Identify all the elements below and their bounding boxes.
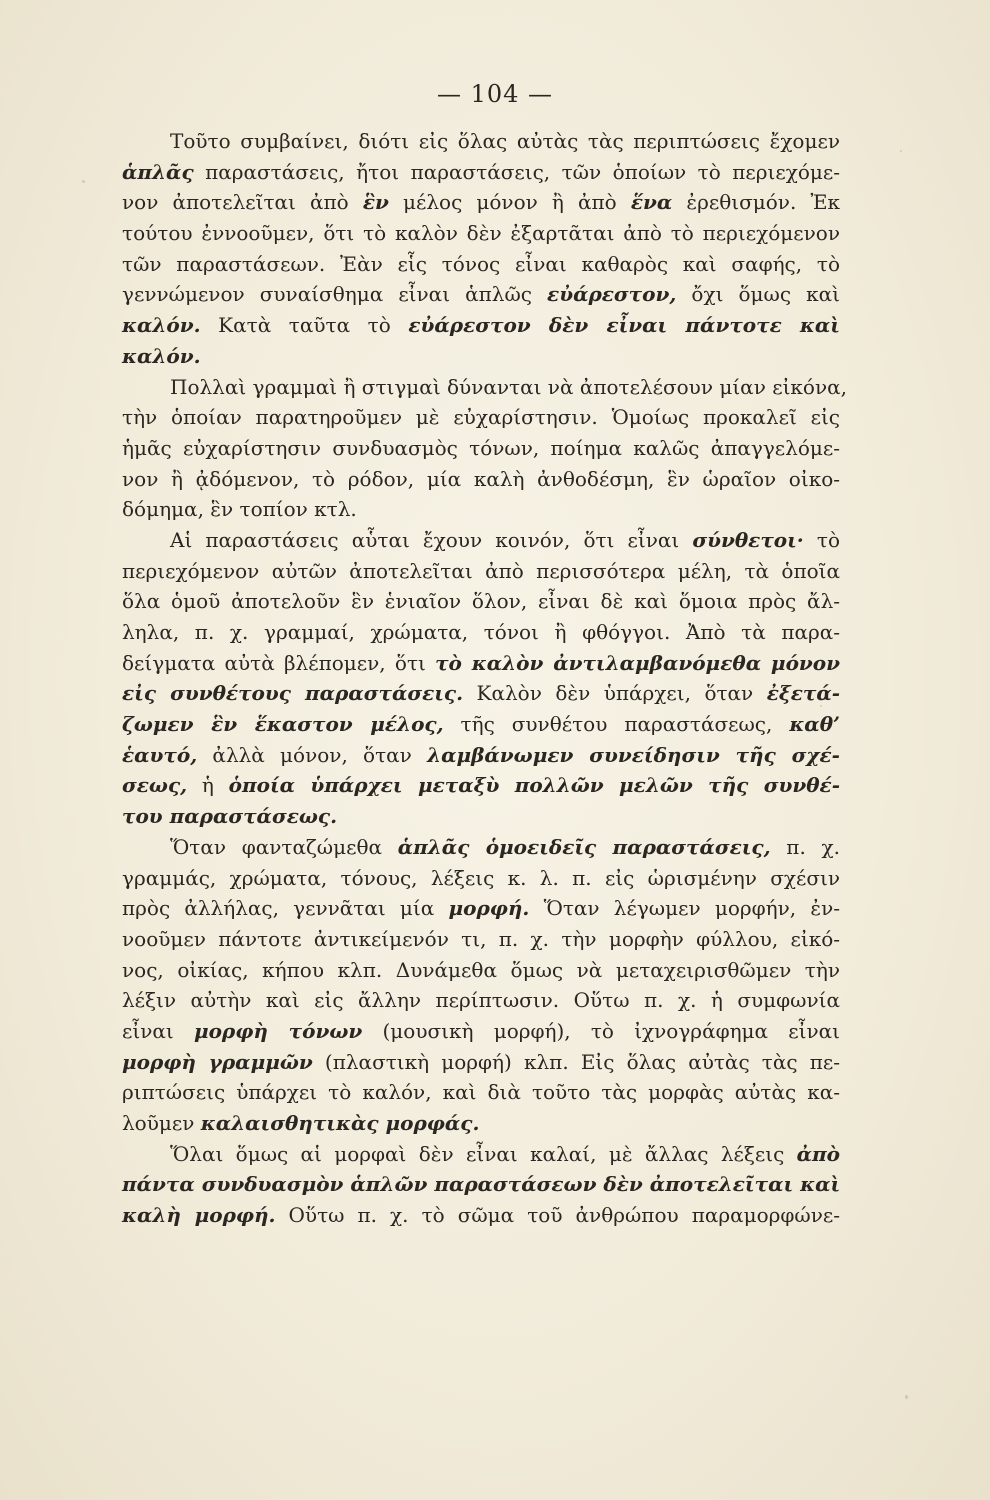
emphasis-text: λαμβάνωμεν συνείδησιν τῆς σχέ- [427,742,840,767]
text-span: Ὅταν λέγωμεν μορφήν, ἐν- [529,896,840,921]
text-span: π. χ. [770,834,841,859]
text-span: μέλος μόνον ἢ ἀπὸ [388,190,631,215]
text-line [122,740,840,771]
text-line [122,218,840,249]
text-line [122,801,840,832]
emphasis-text: ἕνα [630,190,673,215]
emphasis-text: τὸ καλὸν ἀντιλαμβανόμεθα μόνον [435,650,841,675]
text-span: ἡμᾶς εὐχαρίστησιν συνδυασμὸς τόνων, ποίημα καλῶς ἀπαγγελόμε- [122,435,840,460]
emphasis-text: ἁπλᾶς ὁμοειδεῖς παραστάσεις, [397,834,771,859]
text-span: δόμημα, ἓν τοπίον κτλ. [122,497,357,522]
text-span: (μουσικὴ μορφή), τὸ ἰχνογράφημα εἶναι [362,1018,840,1043]
text-line [122,433,840,464]
emphasis-text: μορφὴ γραμμῶν [122,1049,313,1074]
text-span: περιεχόμενον αὐτῶν ἀποτελεῖται ἀπὸ περισσότερα μέλη, τὰ ὁποῖα [122,558,840,583]
emphasis-text: ἑαυτό, [122,742,198,767]
text-line [122,924,840,955]
emphasis-text: καλόν. [122,313,201,338]
text-line [122,709,840,740]
text-line [122,1169,840,1200]
text-span: ληλα, π. χ. γραμμαί, χρώματα, τόνοι ἢ φθόγγοι. Ἀπὸ τὰ παρα- [122,620,840,644]
text-span: ριπτώσεις ὑπάρχει τὸ καλόν, καὶ διὰ τοῦτο τὰς μορφὰς αὐτὰς κα- [122,1080,840,1105]
paper-speck [820,705,822,707]
text-line [122,1139,840,1170]
paper-speck [82,180,85,183]
emphasis-text: καθ’ [789,712,840,737]
text-line [122,985,840,1016]
text-line [122,955,840,986]
emphasis-text: ἁπλᾶς [122,159,194,184]
text-line [122,1016,840,1047]
text-line [122,586,840,617]
text-line [122,678,840,709]
emphasis-text: σεως, [122,773,188,798]
text-span: Ὅλαι ὅμως αἱ μορφαὶ δὲν εἶναι καλαί, μὲ ἄλλας λέξεις [170,1141,797,1166]
text-line [122,1047,840,1078]
text-line [122,893,840,924]
emphasis-text: σύνθετοι· [692,527,804,552]
emphasis-text: μορφή. [448,896,530,921]
emphasis-text: πάντα συνδυασμὸν ἁπλῶν παραστάσεων δὲν ἀποτελεῖται καὶ [122,1172,841,1197]
text-line [122,770,840,801]
emphasis-text: καλὴ μορφή. [122,1203,276,1228]
emphasis-text: καλαισθητικὰς μορφάς. [200,1111,480,1135]
text-line [122,525,840,556]
text-line [122,249,840,280]
text-span: γραμμάς, χρώματα, τόνους, λέξεις κ. λ. π. εἰς ὡρισμένην σχέσιν [122,865,840,890]
emphasis-text: καλόν. [122,343,201,368]
text-line [122,279,840,310]
text-span: λοῦμεν [122,1111,201,1135]
text-line [122,310,840,341]
text-span: ὅλα ὁμοῦ ἀποτελοῦν ἓν ἑνιαῖον ὅλον, εἶναι δὲ καὶ ὅμοια πρὸς ἄλ- [122,589,840,614]
text-span: εἶναι [122,1018,194,1043]
emphasis-text: εὐάρεστον δὲν εἶναι πάντοτε καὶ [408,313,840,338]
text-line [122,187,840,218]
page-number: — 104 — [436,80,554,108]
text-span: Πολλαὶ γραμμαὶ ἢ στιγμαὶ δύνανται νὰ ἀποτελέσουν μίαν εἰκόνα, [170,374,847,399]
text-line [122,556,840,587]
text-span: τῆς συνθέτου παραστάσεως, [443,712,790,737]
text-span: Οὕτω π. χ. τὸ σῶμα τοῦ ἀνθρώπου παραμορφώνε- [275,1203,840,1228]
text-line [122,402,840,433]
text-span: (πλαστικὴ μορφή) κλπ. Εἰς ὅλας αὐτὰς τὰς πε- [312,1049,840,1074]
emphasis-text: ἓν [362,190,389,215]
text-span: τῶν παραστάσεων. Ἐὰν εἷς τόνος εἶναι καθαρὸς καὶ σαφής, τὸ [122,251,840,276]
text-span: νοοῦμεν πάντοτε ἀντικείμενόν τι, π. χ. τὴν μορφὴν φύλλου, εἰκό- [122,926,840,951]
text-span: γεννώμενον συναίσθημα εἶναι ἁπλῶς [122,282,548,307]
text-line [122,863,840,894]
emphasis-text: εὐάρεστον, [547,282,677,307]
text-line [122,648,840,679]
text-span: Ὅταν φανταζώμεθα [170,834,398,859]
emphasis-text: ὁποία ὑπάρχει μεταξὺ πολλῶν μελῶν τῆς συνθέ- [228,773,840,798]
text-span: Καλὸν δὲν ὑπάρχει, ὅταν [463,681,767,706]
text-span: ἀλλὰ μόνον, ὅταν [197,742,428,767]
text-span: τὸ [803,527,840,552]
text-line [122,617,840,648]
emphasis-text: ἀπὸ [796,1141,840,1166]
text-line [122,341,840,372]
text-span: Αἱ παραστάσεις αὗται ἔχουν κοινόν, ὅτι εἶναι [170,527,693,552]
emphasis-text: εἰς συνθέτους παραστάσεις. [122,681,464,706]
text-span: λέξιν αὐτὴν καὶ εἰς ἄλλην περίπτωσιν. Οὕτω π. χ. ἡ συμφωνία [122,988,840,1013]
text-span: ἡ [187,773,229,798]
text-line [122,464,840,495]
text-span: ἐρεθισμόν. Ἐκ [672,190,841,215]
text-span: νον ἢ ᾀδόμενον, τὸ ρόδον, μία καλὴ ἀνθοδέσμη, ἓν ὡραῖον οἰκο- [122,466,840,491]
text-span: ὄχι ὅμως καὶ [676,282,840,307]
emphasis-text: του παραστάσεως. [122,804,338,829]
emphasis-text: μορφὴ τόνων [193,1018,363,1043]
text-span: παραστάσεις, ἤτοι παραστάσεις, τῶν ὁποίων τὸ περιεχόμε- [193,159,840,184]
text-line [122,1077,840,1108]
text-line [122,126,840,157]
text-span: νον ἀποτελεῖται ἀπὸ [122,190,363,215]
paper-speck [905,1395,908,1399]
text-line [122,832,840,863]
text-span: νος, οἰκίας, κήπου κλπ. Δυνάμεθα ὅμως νὰ μεταχειρισθῶμεν τὴν [122,957,840,982]
text-span: πρὸς ἀλλήλας, γεννᾶται μία [122,896,449,921]
text-line [122,157,840,188]
text-line [122,494,840,525]
text-line [122,1200,840,1231]
body-text [122,126,847,1231]
emphasis-text: ζωμεν ἓν ἕκαστον μέλος, [122,712,444,737]
text-line [122,1108,840,1139]
text-line [122,372,847,403]
text-span: δείγματα αὐτὰ βλέπομεν, ὅτι [122,650,436,675]
text-span: Κατὰ ταῦτα τὸ [200,313,409,338]
paper-speck [900,150,902,152]
text-span: τὴν ὁποίαν παρατηροῦμεν μὲ εὐχαρίστησιν. Ὁμοίως προκαλεῖ εἰς [122,405,840,430]
text-span: τούτου ἐννοοῦμεν, ὅτι τὸ καλὸν δὲν ἐξαρτᾶται ἀπὸ τὸ περιεχόμενον [122,221,840,246]
text-span: Τοῦτο συμβαίνει, διότι εἰς ὅλας αὐτὰς τὰς περιπτώσεις ἔχομεν [170,129,840,153]
emphasis-text: ἐξετά- [766,681,841,706]
